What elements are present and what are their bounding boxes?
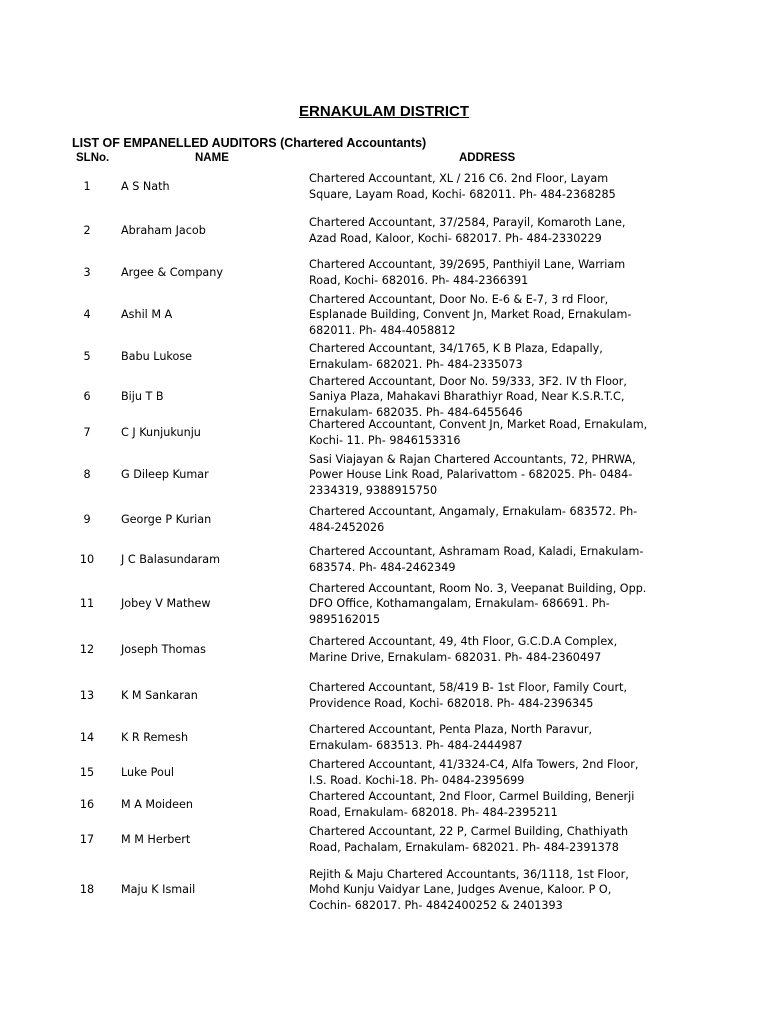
row-address: Rejith & Maju Chartered Accountants, 36/1118, 1st Floor, Mohd Kunju Vaidyar Lane, Judges Avenue, Kaloor. P O, Cochin- 682017. Ph- 4842400252 & 2401393 — [309, 867, 629, 912]
row-serial-number: 4 — [83, 308, 91, 322]
table-row — [0, 451, 768, 499]
row-serial-number: 8 — [83, 468, 91, 482]
table-row — [0, 678, 768, 714]
row-serial-number: 7 — [83, 425, 91, 439]
row-address: Chartered Accountant, XL / 216 C6. 2nd Floor, Layam Square, Layam Road, Kochi- 682011. Ph- 484-2368285 — [309, 172, 616, 201]
row-serial-number: 1 — [83, 180, 91, 194]
table-row — [0, 339, 768, 375]
row-auditor-name: Joseph Thomas — [121, 643, 206, 657]
table-row — [0, 823, 768, 857]
row-auditor-name: K R Remesh — [121, 731, 189, 745]
row-address: Chartered Accountant, Penta Plaza, North Paravur, Ernakulam- 683513. Ph- 484-2444987 — [309, 723, 593, 752]
row-address: Chartered Accountant, Ashramam Road, Kaladi, Ernakulam- 683574. Ph- 484-2462349 — [309, 545, 644, 574]
row-serial-number: 17 — [79, 833, 95, 847]
row-auditor-name: George P Kurian — [121, 513, 212, 527]
row-auditor-name: Abraham Jacob — [121, 224, 206, 238]
table-row — [0, 254, 768, 292]
document-title: ERNAKULAM DISTRICT — [299, 103, 469, 120]
row-auditor-name: Argee & Company — [121, 266, 223, 280]
row-address: Chartered Accountant, Angamaly, Ernakulam- 683572. Ph- 484-2452026 — [309, 505, 638, 534]
row-address: Sasi Viajayan & Rajan Chartered Accountants, 72, PHRWA, Power House Link Road, Palarivattom - 682025. Ph- 0484- 2334319, 9388915750 — [309, 452, 636, 497]
table-row — [0, 866, 768, 914]
table-row — [0, 756, 768, 790]
row-auditor-name: M A Moideen — [121, 798, 193, 812]
table-row — [0, 788, 768, 822]
row-serial-number: 6 — [83, 390, 91, 404]
table-row — [0, 291, 768, 339]
row-auditor-name: Biju T B — [121, 390, 164, 404]
row-address: Chartered Accountant, 58/419 B- 1st Floor, Family Court, Providence Road, Kochi- 682018. Ph- 484-2396345 — [309, 681, 627, 710]
table-row — [0, 416, 768, 449]
row-address: Chartered Accountant, Room No. 3, Veepanat Building, Opp. DFO Office, Kothamangalam, Ernakulam- 686691. Ph- 9895162015 — [309, 581, 647, 626]
table-row — [0, 720, 768, 756]
row-auditor-name: Babu Lukose — [121, 350, 193, 364]
table-row — [0, 168, 768, 206]
row-serial-number: 10 — [79, 553, 95, 567]
row-auditor-name: Ashil M A — [121, 308, 173, 322]
row-auditor-name: M M Herbert — [121, 833, 191, 847]
row-address: Chartered Accountant, Convent Jn, Market Road, Ernakulam, Kochi- 11. Ph- 9846153316 — [309, 417, 648, 447]
table-row — [0, 632, 768, 668]
row-serial-number: 16 — [79, 798, 95, 812]
row-address: Chartered Accountant, 34/1765, K B Plaza, Edapally, Ernakulam- 682021. Ph- 484-2335073 — [309, 342, 603, 371]
table-row — [0, 373, 768, 421]
row-address: Chartered Accountant, 22 P, Carmel Building, Chathiyath Road, Pachalam, Ernakulam- 682021. Ph- 484-2391378 — [309, 825, 629, 854]
row-address: Chartered Accountant, Door No. E-6 & E-7, 3 rd Floor, Esplanade Building, Convent Jn, Market Road, Ernakulam- 682011. Ph- 484-4058812 — [309, 292, 632, 337]
row-serial-number: 12 — [79, 643, 95, 657]
row-serial-number: 5 — [83, 350, 91, 364]
table-row — [0, 502, 768, 538]
row-auditor-name: G Dileep Kumar — [121, 468, 209, 482]
row-auditor-name: Maju K Ismail — [121, 883, 196, 897]
row-serial-number: 9 — [83, 513, 91, 527]
row-address: Chartered Accountant, 49, 4th Floor, G.C.D.A Complex, Marine Drive, Ernakulam- 682031. Ph- 484-2360497 — [309, 635, 618, 664]
document-subtitle: LIST OF EMPANELLED AUDITORS (Chartered Accountants) — [72, 136, 427, 150]
row-serial-number: 3 — [83, 266, 91, 280]
row-address: Chartered Accountant, Door No. 59/333, 3F2. IV th Floor, Saniya Plaza, Mahakavi Bharathiyr Road, Near K.S.R.T.C, Ernakulam- 682035. Ph- 484-6455646 — [309, 374, 627, 419]
column-header-slno: SLNo. — [76, 152, 110, 164]
row-serial-number: 18 — [79, 883, 95, 897]
row-auditor-name: Luke Poul — [121, 766, 175, 780]
row-address: Chartered Accountant, 37/2584, Parayil, Komaroth Lane, Azad Road, Kaloor, Kochi- 682017. Ph- 484-2330229 — [309, 216, 626, 245]
row-auditor-name: A S Nath — [121, 180, 170, 194]
row-serial-number: 14 — [79, 731, 95, 745]
table-row — [0, 212, 768, 250]
column-header-name: NAME — [195, 152, 229, 164]
row-address: Chartered Accountant, 41/3324-C4, Alfa Towers, 2nd Floor, I.S. Road. Kochi-18. Ph- 0484-2395699 — [309, 758, 639, 787]
row-serial-number: 13 — [79, 689, 95, 703]
row-auditor-name: K M Sankaran — [121, 689, 198, 703]
row-address: Chartered Accountant, 2nd Floor, Carmel Building, Benerji Road, Ernakulam- 682018. Ph- 484-2395211 — [309, 790, 635, 819]
table-row — [0, 580, 768, 628]
row-serial-number: 2 — [83, 224, 91, 238]
table-row — [0, 542, 768, 578]
row-serial-number: 15 — [79, 766, 95, 780]
row-auditor-name: Jobey V Mathew — [121, 597, 211, 611]
row-auditor-name: J C Balasundaram — [121, 553, 221, 567]
row-auditor-name: C J Kunjukunju — [121, 425, 201, 439]
row-address: Chartered Accountant, 39/2695, Panthiyil Lane, Warriam Road, Kochi- 682016. Ph- 484-2366391 — [309, 258, 626, 287]
column-header-address: ADDRESS — [459, 152, 516, 164]
row-serial-number: 11 — [79, 597, 95, 611]
